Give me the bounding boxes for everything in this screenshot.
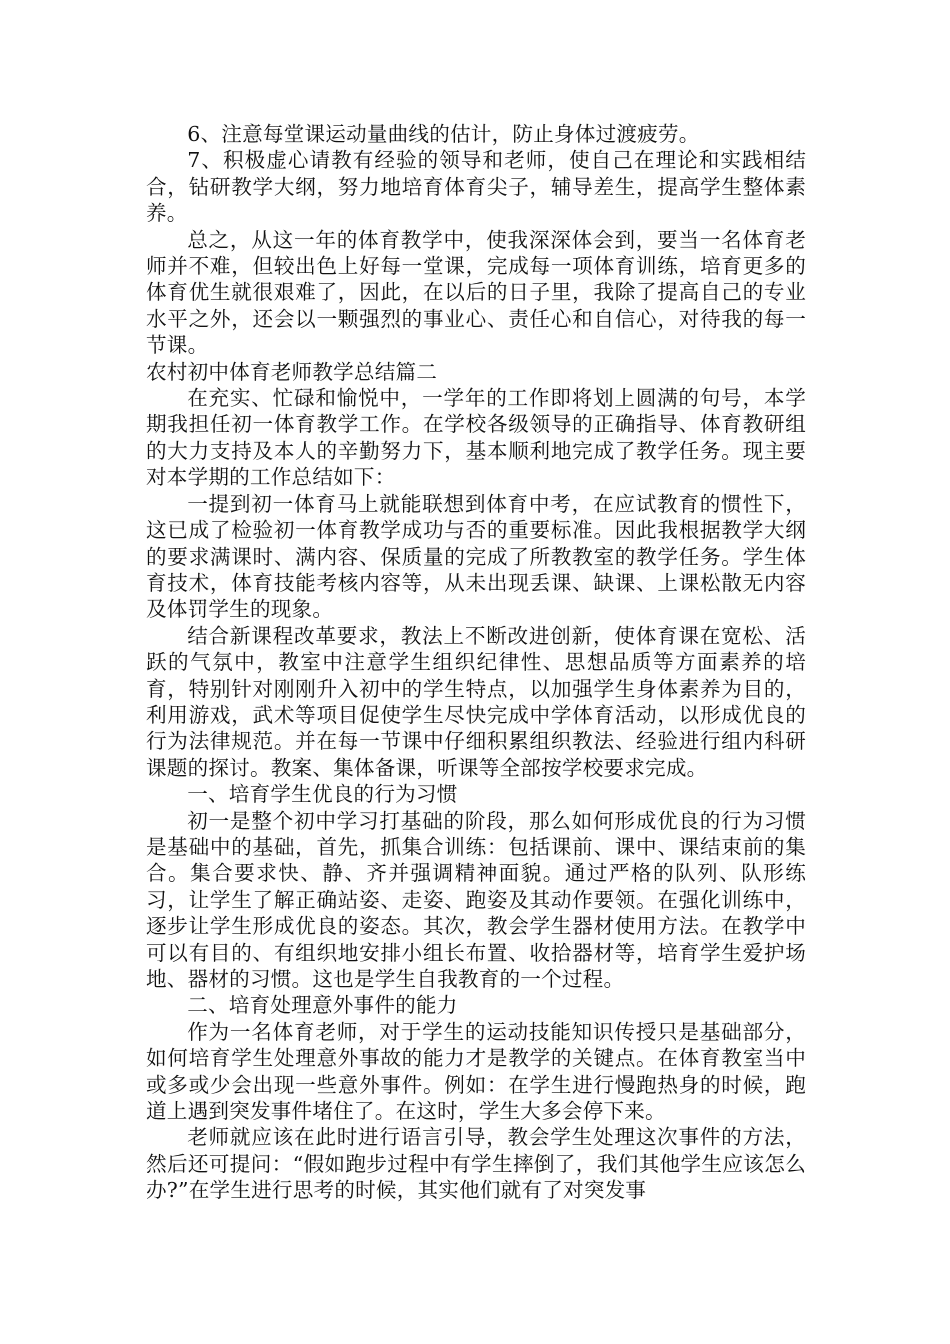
subheading-habits: 一、培育学生优良的行为习惯 <box>187 782 458 807</box>
paragraph-item-6: 6、注意每堂课运动量曲线的估计，防止身体过渡疲劳。 <box>187 122 700 146</box>
document-page <box>146 121 806 1204</box>
subheading-incidents: 二、培育处理意外事件的能力 <box>187 993 458 1018</box>
paragraph-habits: 初一是整个初中学习打基础的阶段，那么如何形成优良的行为习惯是基础中的基础，首先，抓集合训练：包括课前、课中、课结束前的集合。集合要求快、静、齐并强调精神面貌。通过严格的队列、队形练习，让学生了解正确站姿、走姿、跑姿及其动作要领。在强化训练中，逐步让学生形成优良的姿态。其次，教会学生器材使用方法。在教学中可以有目的、有组织地安排小组长布置、收拾器材等，培育学生爱护场地、器材的习惯。这也是学生自我教育的一个过程。 <box>146 808 806 991</box>
section-title: 农村初中体育老师教学总结篇二 <box>146 359 438 384</box>
paragraph-reform: 结合新课程改革要求，教法上不断改进创新，使体育课在宽松、活跃的气氛中，教室中注意学生组织纪律性、思想品质等方面素养的培育，特别针对刚刚升入初中的学生特点，以加强学生身体素养为目的，利用游戏，武术等项目促使学生尽快完成中学体育活动，以形成优良的行为法律规范。并在每一节课中仔细积累组织教法、经验进行组内科研课题的探讨。教案、集体备课，听课等全部按学校要求完成。 <box>146 623 806 780</box>
paragraph-summary: 总之，从这一年的体育教学中，使我深深体会到，要当一名体育老师并不难，但较出色上好每一堂课，完成每一项体育训练，培育更多的体育优生就很艰难了，因此，在以后的日子里，我除了提高自己的专业水平之外，还会以一颗强烈的事业心、责任心和自信心，对待我的每一节课。 <box>146 227 806 358</box>
paragraph-incidents: 作为一名体育老师，对于学生的运动技能知识传授只是基础部分，如何培育学生处理意外事故的能力才是教学的关键点。在体育教室当中或多或少会出现一些意外事件。例如：在学生进行慢跑热身的时候，跑道上遇到突发事件堵住了。在这时，学生大多会停下来。 <box>146 1019 806 1124</box>
paragraph-exam: 一提到初一体育马上就能联想到体育中考，在应试教育的惯性下，这已成了检验初一体育教学成功与否的重要标准。因此我根据教学大纲的要求满课时、满内容、保质量的完成了所教教室的教学任务。学生体育技术，体育技能考核内容等，从未出现丢课、缺课、上课松散无内容及体罚学生的现象。 <box>146 491 806 622</box>
paragraph-intro: 在充实、忙碌和愉悦中，一学年的工作即将划上圆满的句号，本学期我担任初一体育教学工作。在学校各级领导的正确指导、体育教研组的大力支持及本人的辛勤努力下，基本顺利地完成了教学任务。现主要对本学期的工作总结如下： <box>146 386 806 490</box>
paragraph-guidance: 老师就应该在此时进行语言引导，教会学生处理这次事件的方法，然后还可提问：“假如跑步过程中有学生摔倒了，我们其他学生应该怎么办?”在学生进行思考的时候，其实他们就有了对突发事 <box>146 1125 806 1203</box>
paragraph-item-7: 7、积极虚心请教有经验的领导和老师，使自己在理论和实践相结合，钻研教学大纲，努力地培育体育尖子，辅导差生，提高学生整体素养。 <box>146 148 806 226</box>
